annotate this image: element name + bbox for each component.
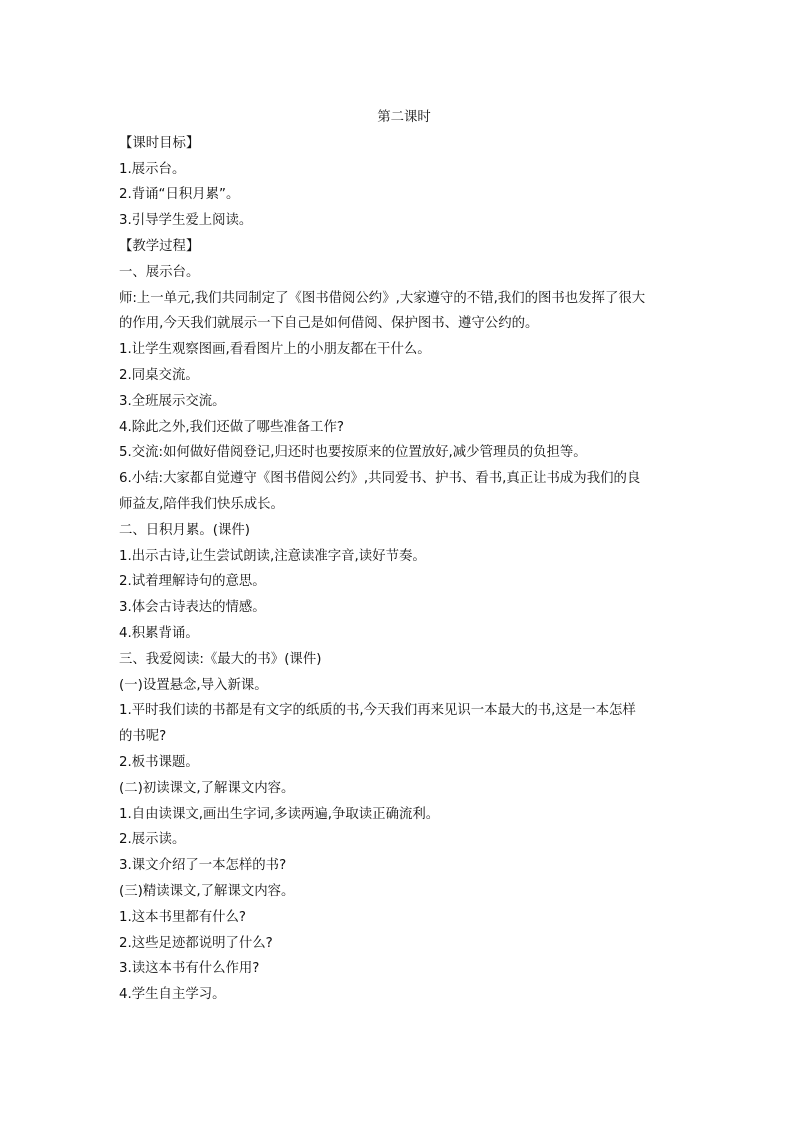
text-line: 2.试着理解诗句的意思。 <box>119 574 266 590</box>
text-line: 2.展示读。 <box>119 832 186 848</box>
lesson-title: 第二课时 <box>377 110 431 125</box>
section-heading-goals: 【课时目标】 <box>119 135 200 151</box>
text-line: 4.除此之外,我们还做了哪些准备工作? <box>119 419 344 435</box>
text-line: 6.小结:大家都自觉遵守《图书借阅公约》,共同爱书、护书、看书,真正让书成为我们的良 <box>119 471 641 487</box>
text-line: 2.背诵“日积月累”。 <box>119 187 240 203</box>
subheading-line: 二、日积月累。(课件) <box>119 522 250 538</box>
text-line: 3.引导学生爱上阅读。 <box>119 213 253 229</box>
text-line: 3.课文介绍了一本怎样的书? <box>119 858 287 874</box>
text-line: 2.这些足迹都说明了什么? <box>119 935 273 951</box>
subheading-line: 一、展示台。 <box>119 264 200 280</box>
text-line: 3.读这本书有什么作用? <box>119 961 260 977</box>
text-line: 2.同桌交流。 <box>119 367 199 383</box>
text-line: 1.让学生观察图画,看看图片上的小朋友都在干什么。 <box>119 342 431 358</box>
text-line: (一)设置悬念,导入新课。 <box>119 677 268 693</box>
text-line: 2.板书课题。 <box>119 754 199 770</box>
text-line: 5.交流:如何做好借阅登记,归还时也要按原来的位置放好,减少管理员的负担等。 <box>119 445 587 461</box>
text-line: 3.全班展示交流。 <box>119 393 226 409</box>
text-line: 师益友,陪伴我们快乐成长。 <box>119 496 284 512</box>
section-heading-process: 【教学过程】 <box>119 238 200 254</box>
text-line: 4.积累背诵。 <box>119 625 199 641</box>
text-line: 师:上一单元,我们共同制定了《图书借阅公约》,大家遵守的不错,我们的图书也发挥了很大 <box>119 290 646 306</box>
text-line: 1.自由读课文,画出生字词,多读两遍,争取读正确流利。 <box>119 806 440 822</box>
text-line: 4.学生自主学习。 <box>119 987 226 1003</box>
text-line: 1.平时我们读的书都是有文字的纸质的书,今天我们再来见识一本最大的书,这是一本怎样 <box>119 703 636 719</box>
text-line: 3.体会古诗表达的情感。 <box>119 600 266 616</box>
text-line: 1.展示台。 <box>119 161 186 177</box>
subheading-line: 三、我爱阅读:《最大的书》(课件) <box>119 651 322 667</box>
text-line: (三)精读课文,了解课文内容。 <box>119 883 295 899</box>
text-line: 的书呢? <box>119 729 167 745</box>
text-line: 的作用,今天我们就展示一下自己是如何借阅、保护图书、遵守公约的。 <box>119 316 539 332</box>
document-body <box>119 105 679 1008</box>
text-line: 1.这本书里都有什么? <box>119 909 247 925</box>
text-line: (二)初读课文,了解课文内容。 <box>119 780 295 796</box>
text-line: 1.出示古诗,让生尝试朗读,注意读准字音,读好节奏。 <box>119 548 426 564</box>
